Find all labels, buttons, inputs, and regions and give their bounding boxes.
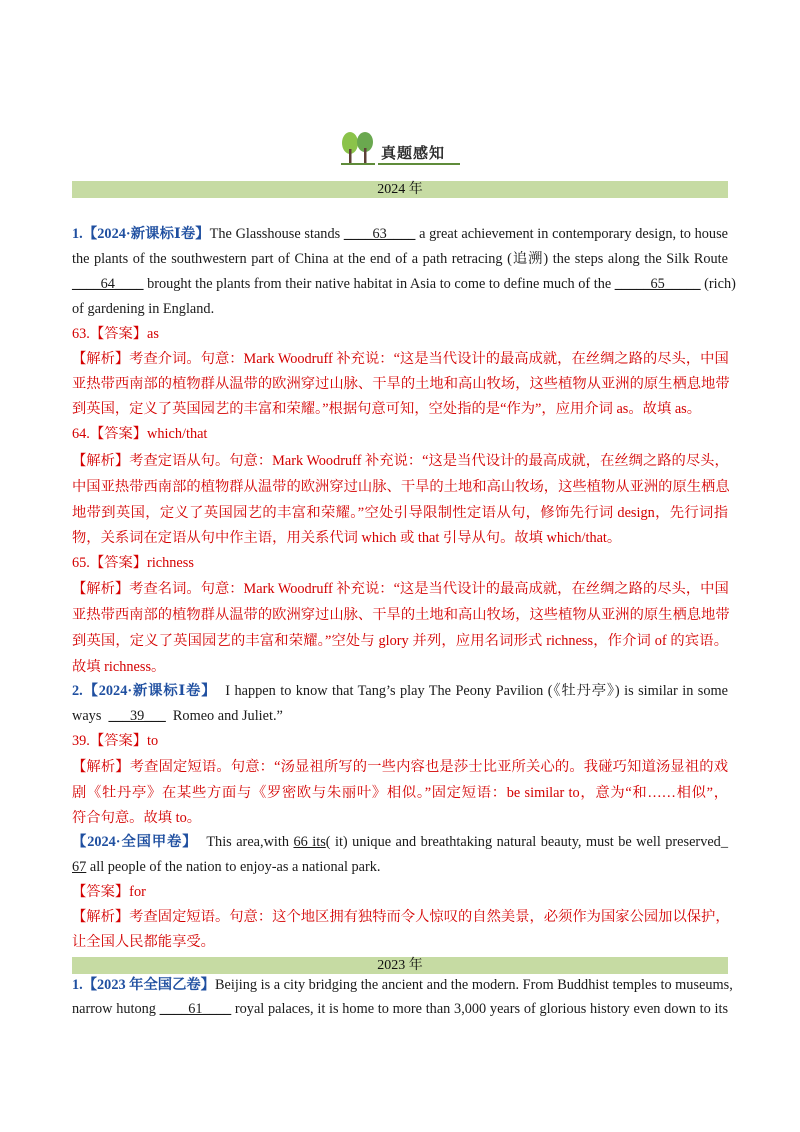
q2-line-1: 2.【2024·新课标Ⅰ卷】 I happen to know that Tang’s play The Peony Pavilion (《牡丹亭》) is similar in some — [72, 683, 728, 699]
q2-ref: 2.【2024·新课标Ⅰ卷】 — [72, 683, 217, 699]
badge-underline — [378, 163, 460, 165]
q1-line-3: ____64____ brought the plants from their native habitat in Asia to come to define much of the _____65_____ (rich) — [72, 276, 736, 292]
explain-65-2: 亚热带西南部的植物群从温带的欧洲穿过山脉、干旱的土地和高山牧场，这些植物从亚洲的原生栖息地带 — [72, 607, 730, 623]
q3-ref: 【2024·全国甲卷】 — [72, 834, 198, 850]
q3-line-2: 67 all people of the nation to enjoy-as a national park. — [72, 859, 381, 875]
explain-64-1: 【解析】考查定语从句。句意：Mark Woodruff 补充说：“这是当代设计的最高成就，在丝绸之路的尽头， — [72, 453, 729, 469]
explain-63-3: 到英国，定义了英国园艺的丰富和荣耀。”根据句意可知，空处指的是“作为”，应用介词 as。故填 as。 — [72, 401, 702, 417]
explain-63-1: 【解析】考查介词。句意：Mark Woodruff 补充说：“这是当代设计的最高成就，在丝绸之路的尽头，中国 — [72, 351, 729, 367]
explain-64-4: 物，关系词在定语从句中作主语，用关系代词 which 或 that 引导从句。故填 which/that。 — [72, 530, 622, 546]
explain-39-2: 剧《牡丹亭》在某些方面与《罗密欧与朱丽叶》相似。”固定短语：be similar to，意为“和……相似”， — [72, 785, 728, 801]
q1-line-1: 1.【2024·新课标Ⅰ卷】The Glasshouse stands ____63____ a great achievement in contemporary design, to house — [72, 226, 728, 242]
blank-61: ____61____ — [159, 1001, 232, 1017]
answer-65: 65.【答案】richness — [72, 555, 194, 571]
q4-line-1: 1.【2023 年全国乙卷】Beijing is a city bridging the ancient and the modern. From Buddhist temples to museums, — [72, 977, 733, 993]
q4-ref: 1.【2023 年全国乙卷】 — [72, 977, 215, 993]
explain-65-4: 故填 richness。 — [72, 659, 166, 675]
answer-67: 【答案】for — [72, 884, 146, 900]
answer-39: 39.【答案】to — [72, 733, 159, 749]
badge-title: 真题感知 — [381, 144, 446, 162]
explain-67-1: 【解析】考查固定短语。句意：这个地区拥有独特而令人惊叹的自然美景，必须作为国家公园加以保护， — [72, 909, 730, 925]
q3-line-1: 【2024·全国甲卷】 This area,with 66 its( it) unique and breathtaking natural beauty, must be well preserved_ — [72, 834, 728, 850]
blank-66: 66 its — [293, 834, 326, 850]
blank-39: ___39___ — [108, 708, 166, 724]
explain-39-1: 【解析】考查固定短语。句意：“汤显祖所写的一些内容也是莎士比亚所关心的。我碰巧知道汤显祖的戏 — [72, 759, 728, 775]
explain-67-2: 让全国人民都能享受。 — [72, 934, 215, 950]
blank-64: ____64____ — [72, 276, 144, 292]
answer-63: 63.【答案】as — [72, 326, 159, 342]
tree-icon — [338, 131, 378, 165]
blank-65: _____65_____ — [614, 276, 701, 292]
q4-line-2: narrow hutong ____61____ royal palaces, it is home to more than 3,000 years of glorious history even down to its — [72, 1001, 729, 1017]
explain-65-3: 到英国，定义了英国园艺的丰富和荣耀。”空处与 glory 并列，应用名词形式 richness，作介词 of 的宾语。 — [72, 633, 728, 649]
explain-39-3: 符合句意。故填 to。 — [72, 810, 202, 826]
explain-64-2: 中国亚热带西南部的植物群从温带的欧洲穿过山脉、干旱的土地和高山牧场，这些植物从亚洲的原生栖息 — [72, 479, 730, 495]
explain-63-2: 亚热带西南部的植物群从温带的欧洲穿过山脉、干旱的土地和高山牧场，这些植物从亚洲的原生栖息地带 — [72, 376, 730, 392]
q1-ref: 1.【2024·新课标Ⅰ卷】 — [72, 226, 210, 242]
section-badge — [338, 129, 462, 167]
year-header-2024: 2024 年 — [72, 181, 728, 198]
q1-line-2: the plants of the southwestern part of China at the end of a path retracing (追溯) the steps along the Silk Route — [72, 251, 728, 267]
explain-64-3: 地带到英国，定义了英国园艺的丰富和荣耀。”空处引导限制性定语从句，修饰先行词 design，先行词指 — [72, 505, 728, 521]
explain-65-1: 【解析】考查名词。句意：Mark Woodruff 补充说：“这是当代设计的最高成就，在丝绸之路的尽头，中国 — [72, 581, 729, 597]
year-header-2023: 2023 年 — [72, 957, 728, 974]
blank-63: ____63____ — [343, 226, 416, 242]
answer-64: 64.【答案】which/that — [72, 426, 208, 442]
q2-line-2: ways ___39___ Romeo and Juliet.” — [72, 708, 283, 724]
blank-67: 67 — [72, 859, 87, 875]
q1-line-4: of gardening in England. — [72, 301, 215, 317]
